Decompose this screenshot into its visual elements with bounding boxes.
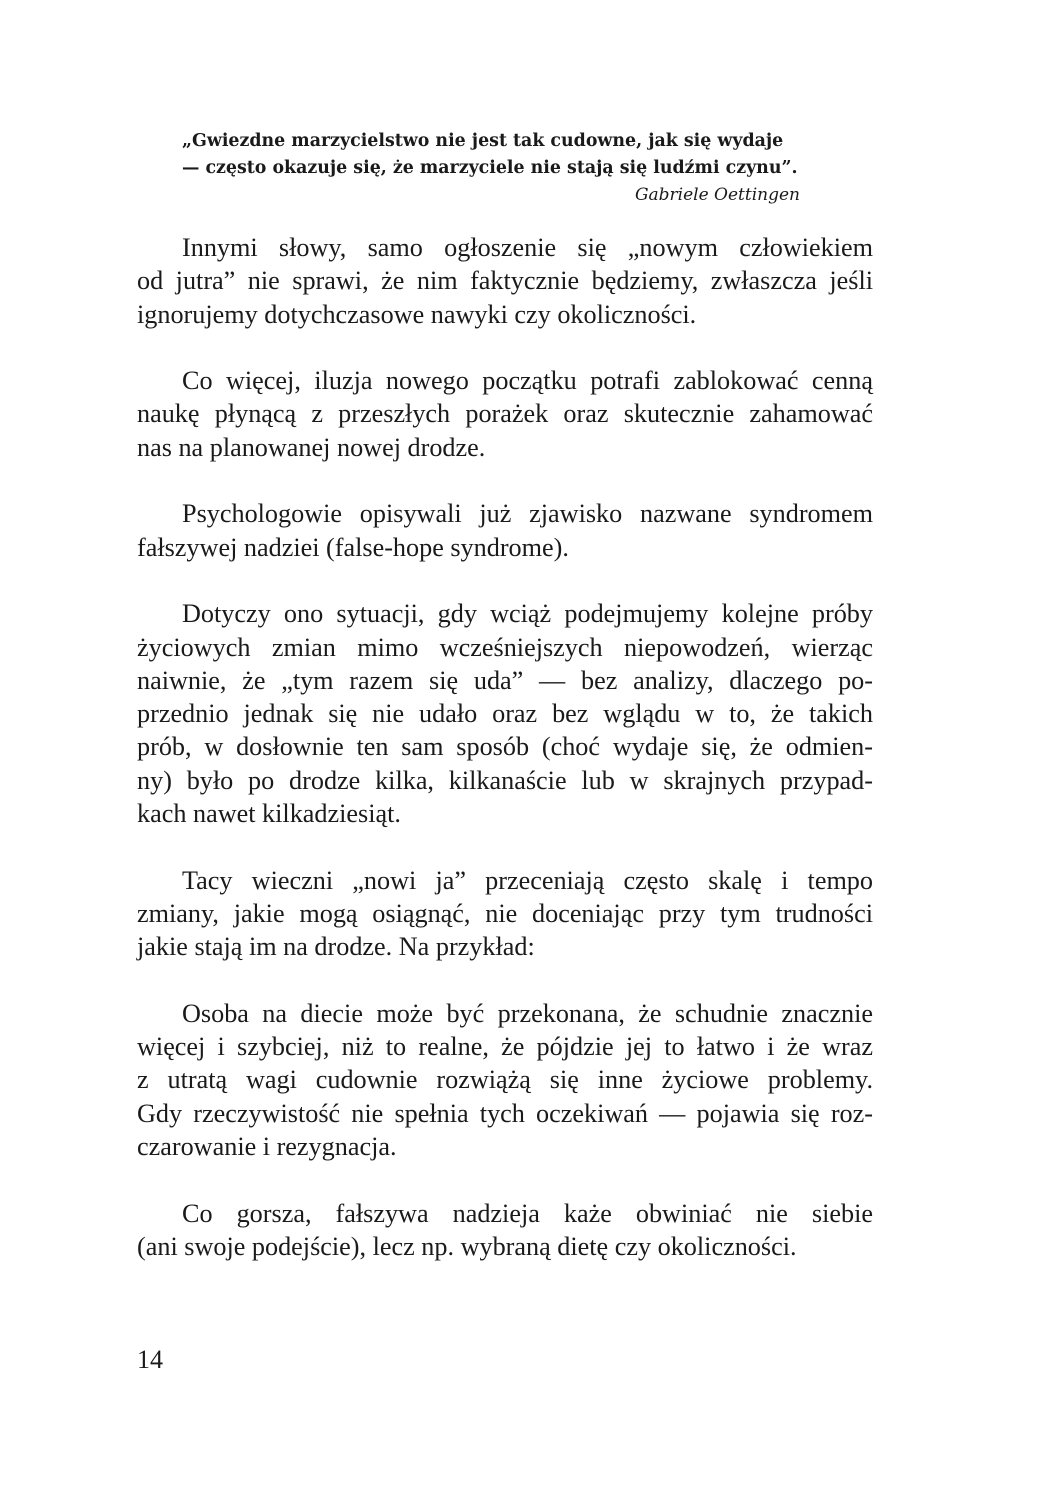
epigraph-quote xyxy=(182,128,800,182)
text-line: Co więcej, iluzja nowego początku potrafi zablokować cenną xyxy=(182,366,873,396)
text-line: naiwnie, że „tym razem się uda” — bez analizy, dlaczego po- xyxy=(137,665,873,695)
paragraph xyxy=(137,497,873,564)
text-line: ny) było po drodze kilka, kilkanaście lub w skrajnych przypad- xyxy=(137,765,873,795)
text-line: od jutra” nie sprawi, że nim faktycznie będziemy, zwłaszcza jeśli xyxy=(137,266,873,296)
text-line: Osoba na diecie może być przekonana, że schudnie znacznie xyxy=(182,998,873,1028)
text-line: Tacy wieczni „nowi ja” przeceniają często skalę i tempo xyxy=(182,865,873,895)
epigraph-line: „Gwiezdne marzycielstwo nie jest tak cudowne, jak się wydaje xyxy=(182,131,784,151)
text-line: życiowych zmian mimo wcześniejszych niepowodzeń, wierząc xyxy=(137,632,873,662)
text-line: przednio jednak się nie udało oraz bez wglądu w to, że takich xyxy=(137,699,873,729)
text-line: więcej i szybciej, niż to realne, że pójdzie jej to łatwo i że wraz xyxy=(137,1032,873,1062)
text-line: zmiany, jakie mogą osiągnąć, nie doceniając przy tym trudności xyxy=(137,898,873,928)
text-line: Innymi słowy, samo ogłoszenie się „nowym człowiekiem xyxy=(182,233,873,262)
text-line: nas na planowanej nowej drodze. xyxy=(137,432,486,462)
text-line: ignorujemy dotychczasowe nawyki czy okoliczności. xyxy=(137,299,697,329)
paragraph xyxy=(137,597,873,830)
text-line: z utratą wagi cudownie rozwiążą się inne życiowe problemy. xyxy=(137,1065,873,1095)
paragraph xyxy=(137,1197,873,1264)
text-line: naukę płynącą z przeszłych porażek oraz skutecznie zahamować xyxy=(137,399,873,429)
epigraph-line: — często okazuje się, że marzyciele nie stają się ludźmi czynu”. xyxy=(182,158,798,178)
paragraph xyxy=(137,997,873,1163)
text-line: Dotyczy ono sytuacji, gdy wciąż podejmujemy kolejne próby xyxy=(182,599,873,629)
text-line: czarowanie i rezygnacja. xyxy=(137,1132,397,1162)
paragraph xyxy=(137,864,873,964)
text-line: Gdy rzeczywistość nie spełnia tych oczekiwań — pojawia się roz- xyxy=(137,1098,873,1128)
text-line: (ani swoje podejście), lecz np. wybraną dietę czy okoliczności. xyxy=(137,1231,797,1261)
text-line: kach nawet kilkadziesiąt. xyxy=(137,799,401,829)
body-text xyxy=(137,231,873,1297)
paragraph xyxy=(137,231,873,331)
text-line: prób, w dosłownie ten sam sposób (choć wydaje się, że odmien- xyxy=(137,732,873,762)
text-line: Psychologowie opisywali już zjawisko nazwane syndromem xyxy=(182,499,873,529)
text-line: jakie stają im na drodze. Na przykład: xyxy=(137,932,535,962)
text-line: Co gorsza, fałszywa nadzieja każe obwiniać nie siebie xyxy=(182,1198,873,1228)
epigraph-author: Gabriele Oettingen xyxy=(634,185,800,205)
page-number: 14 xyxy=(137,1345,163,1374)
paragraph xyxy=(137,364,873,464)
text-line: fałszywej nadziei (false-hope syndrome). xyxy=(137,532,569,562)
